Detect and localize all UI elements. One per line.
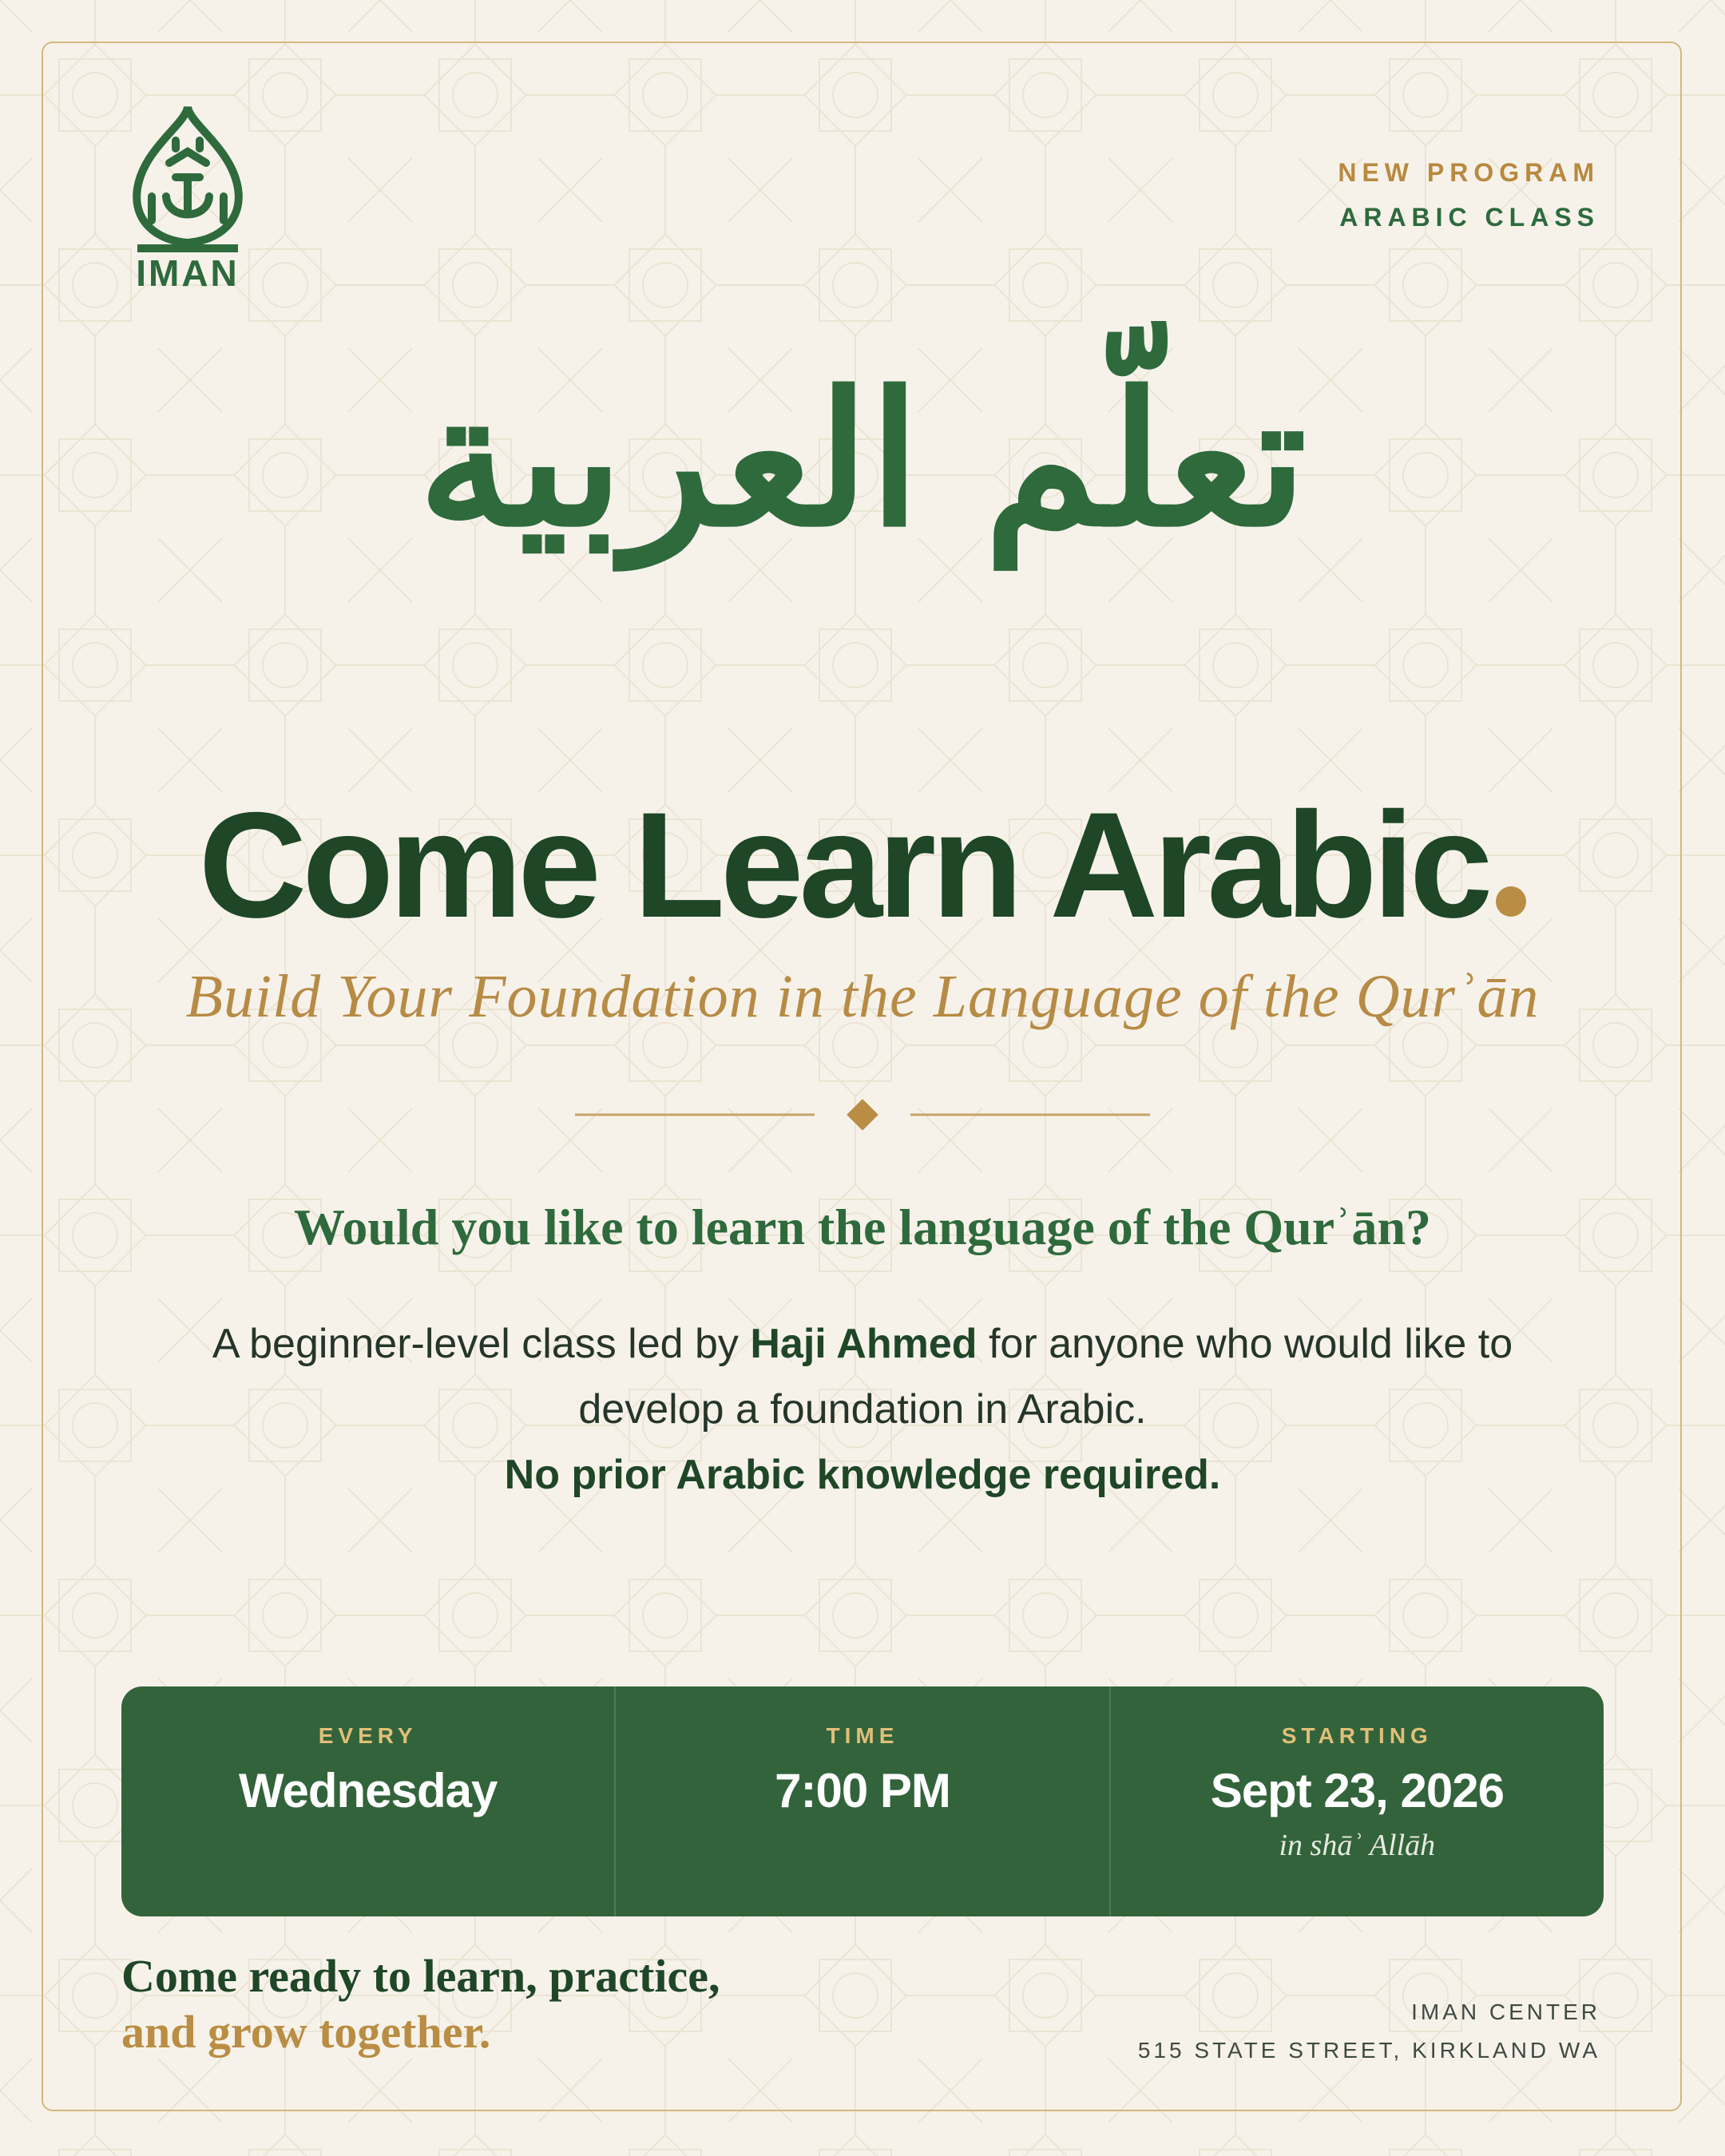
schedule-start	[1109, 1686, 1604, 1916]
description-after: for anyone who would like to develop a foundation in Arabic.	[578, 1321, 1513, 1433]
schedule-time	[614, 1686, 1108, 1916]
iman-logo-icon	[120, 101, 256, 292]
headline	[0, 779, 1725, 951]
venue-address: 515 STATE STREET, KIRKLAND WA	[1137, 2038, 1600, 2063]
closing-line-2: and grow together.	[121, 2006, 491, 2058]
start-note: in shāʾ Allāh	[1279, 1829, 1436, 1862]
description	[160, 1311, 1565, 1508]
subtitle: Build Your Foundation in the Language of the Qurʾān	[185, 963, 1540, 1030]
start-value: Sept 23, 2026	[1210, 1764, 1504, 1817]
start-label: STARTING	[1281, 1723, 1433, 1748]
headline-dot	[1496, 886, 1526, 917]
question-heading: Would you like to learn the language of the Qurʾān?	[293, 1199, 1432, 1255]
requirement-note: No prior Arabic knowledge required.	[504, 1452, 1221, 1498]
closing-line-1: Come ready to learn, practice,	[121, 1950, 720, 2002]
closing-message	[121, 1948, 720, 2060]
ornamental-divider	[575, 1099, 1150, 1131]
description-before: A beginner-level class led by	[212, 1321, 751, 1367]
arabic-title: تعلّم العربية	[418, 352, 1307, 568]
day-label: EVERY	[318, 1723, 418, 1748]
time-value: 7:00 PM	[775, 1764, 950, 1817]
logo-text: IMAN	[136, 252, 240, 292]
headline-text: Come Learn Arabic	[198, 781, 1489, 949]
day-value: Wednesday	[238, 1764, 498, 1817]
venue-name: IMAN CENTER	[1411, 1999, 1600, 2024]
time-label: TIME	[826, 1723, 899, 1748]
class-tag: ARABIC CLASS	[1339, 203, 1600, 232]
program-tag: NEW PROGRAM	[1338, 158, 1600, 187]
schedule-day	[121, 1686, 614, 1916]
venue-info	[1138, 1993, 1600, 2070]
teacher-name: Haji Ahmed	[750, 1321, 978, 1367]
schedule-panel	[121, 1686, 1604, 1916]
